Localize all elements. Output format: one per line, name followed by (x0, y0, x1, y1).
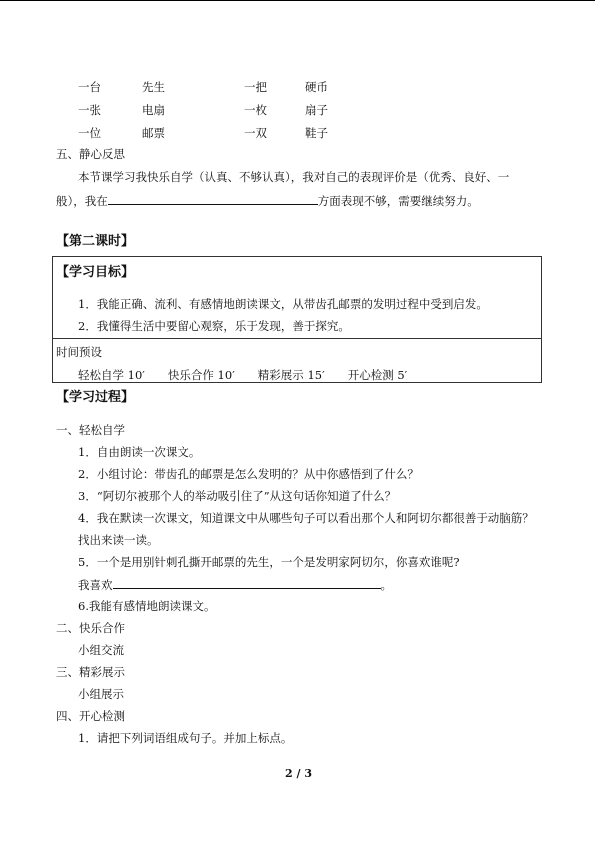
page-number: 2 / 3 (285, 767, 312, 780)
word-measure: 一枚 (244, 103, 267, 117)
reflection-heading: 五、静心反思 (56, 147, 125, 161)
question-continued: 找出来读一读。 (78, 533, 159, 547)
section-heading: 四、开心检测 (56, 709, 125, 723)
blank-answer-line[interactable] (108, 192, 318, 205)
reflection-line-2 (56, 192, 479, 209)
section-heading: 一、轻松自学 (56, 423, 125, 437)
word-measure: 一位 (78, 126, 101, 140)
goal-item: 2．我懂得生活中要留心观察，乐于发现，善于探究。 (78, 319, 350, 333)
question: 4．我在默读一次课文，知道课文中从哪些句子可以看出那个人和阿切尔都很善于动脑筋？ (78, 511, 534, 525)
reflection-line-1: 本节课学习我快乐自学（认真、不够认真），我对自己的表现评价是（优秀、良好、一 (78, 170, 510, 184)
word-measure: 一双 (244, 126, 267, 140)
question: 1．自由朗读一次课文。 (78, 445, 201, 459)
question: 5．一个是用别针刺孔撕开邮票的先生，一个是发明家阿切尔，你喜欢谁呢? (78, 555, 460, 569)
word-noun: 扇子 (305, 103, 328, 117)
section-item: 小组交流 (78, 643, 124, 657)
goals-title: 【学习目标】 (56, 265, 135, 280)
word-measure: 一台 (78, 80, 101, 94)
question: 2．小组讨论：带齿孔的邮票是怎么发明的？从中你感悟到了什么？ (78, 467, 419, 481)
word-noun: 电扇 (142, 103, 165, 117)
goal-item: 1．我能正确、流利、有感情地朗读课文，从带齿孔邮票的发明过程中受到启发。 (78, 297, 488, 311)
answer-line (78, 576, 392, 593)
question: 6.我能有感情地朗读课文。 (78, 599, 216, 613)
section-item: 1．请把下列词语组成句子。并加上标点。 (78, 731, 293, 745)
answer-end: 。 (380, 578, 392, 592)
word-noun: 硬币 (305, 80, 328, 94)
word-measure: 一张 (78, 103, 101, 117)
word-noun: 先生 (142, 80, 165, 94)
reflection-line-2-end: 方面表现不够，需要继续努力。 (317, 194, 479, 208)
section-heading: 三、精彩展示 (56, 665, 125, 679)
lesson-title: 【第二课时】 (56, 234, 135, 249)
section-item: 小组展示 (78, 687, 124, 701)
question: 3．“阿切尔被那个人的举动吸引住了”从这句话你知道了什么？ (78, 489, 397, 503)
reflection-line-2-start: 般），我在 (56, 194, 108, 208)
word-measure: 一把 (244, 80, 267, 94)
time-values: 轻松自学 10′ 快乐合作 10′ 精彩展示 15′ 开心检测 5′ (78, 368, 408, 382)
process-title: 【学习过程】 (56, 390, 135, 405)
answer-label: 我喜欢 (78, 578, 113, 592)
time-label: 时间预设 (56, 345, 102, 359)
word-noun: 邮票 (142, 126, 165, 140)
word-noun: 鞋子 (305, 126, 328, 140)
top-rule (0, 0, 595, 1)
goals-box-divider (52, 338, 542, 339)
blank-answer-line[interactable] (113, 576, 381, 589)
section-heading: 二、快乐合作 (56, 621, 125, 635)
